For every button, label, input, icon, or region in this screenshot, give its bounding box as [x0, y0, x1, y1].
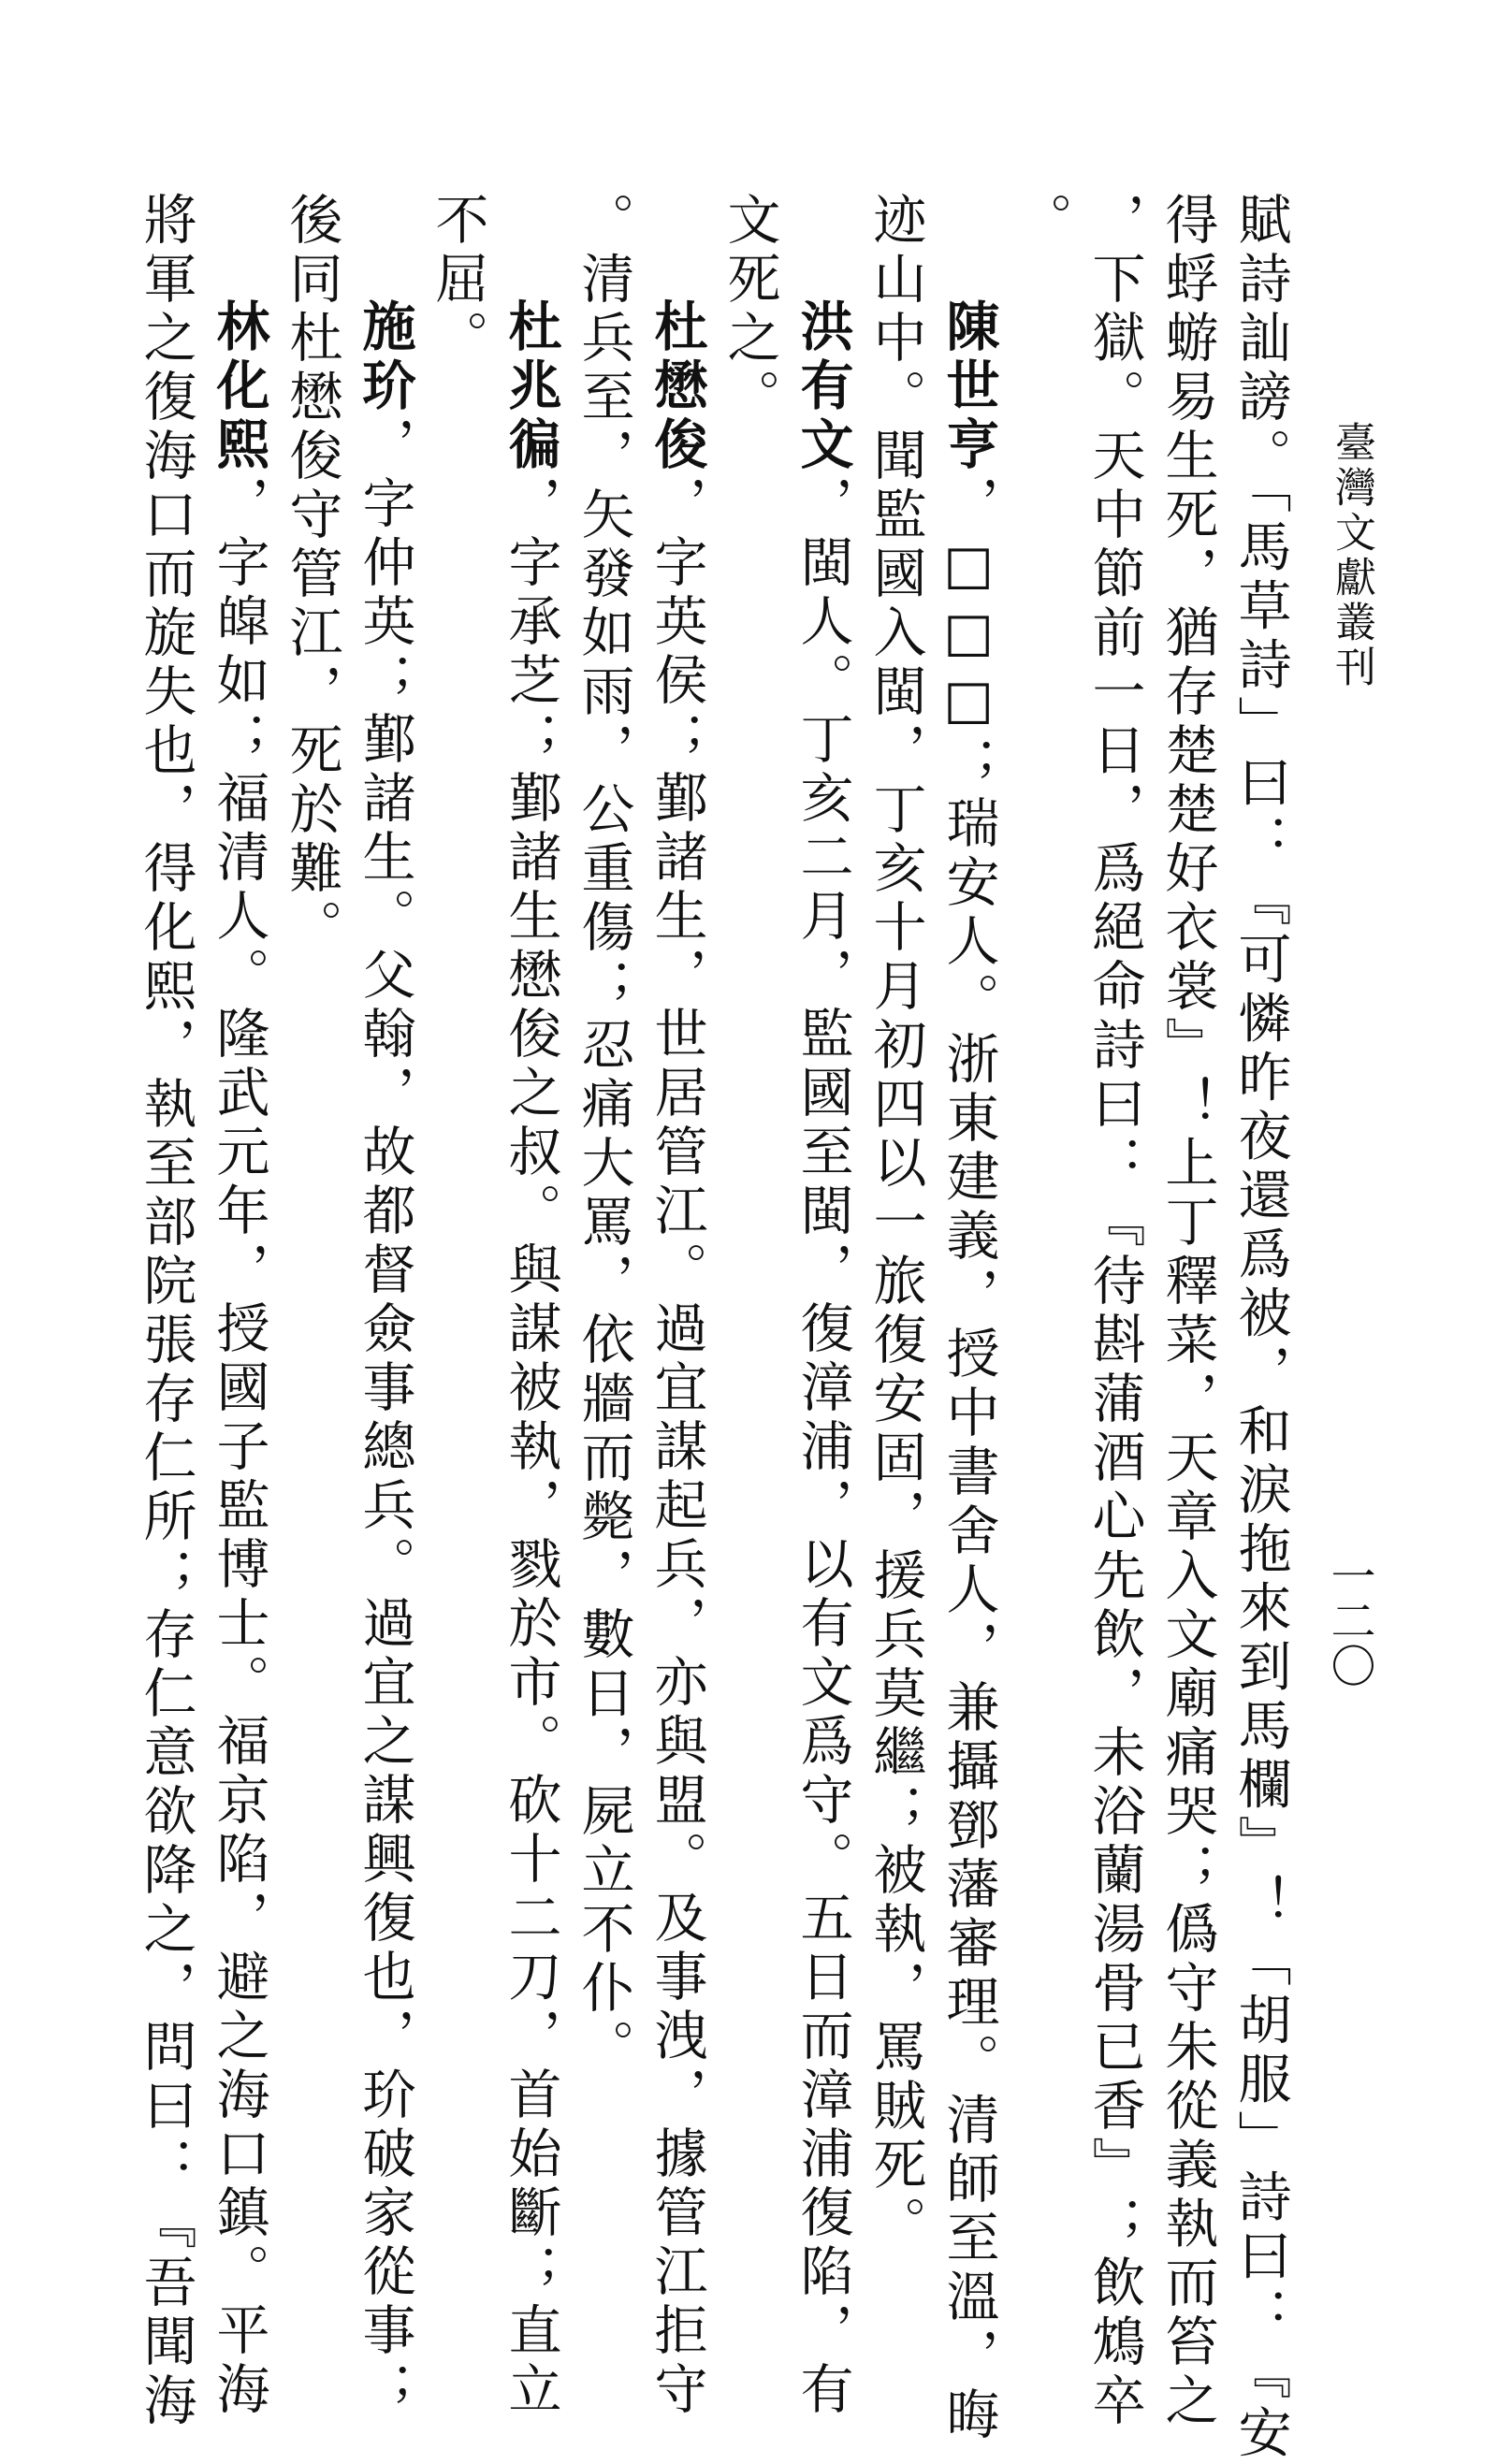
person-name: 杜兆徧: [500, 298, 562, 475]
column-text: ，閩人。丁亥二月，監國至閩，復漳浦，以有文爲守。五日而漳浦復陷，有: [792, 475, 853, 2420]
text-column: [1151, 192, 1224, 2431]
biography-entry: [494, 192, 567, 2420]
column-text: 不屈。: [427, 192, 488, 369]
running-head: 臺灣文獻叢刊: [1328, 421, 1375, 690]
person-name: 杜懋俊: [646, 298, 708, 475]
column-text: 後同杜懋俊守管江，死於難。: [281, 192, 342, 958]
person-name: 林化熙: [208, 298, 270, 475]
person-name: 陳世亨: [938, 298, 1000, 475]
text-column: [1078, 192, 1151, 2431]
biography-entry: [932, 192, 1005, 2445]
column-text: 。清兵至，矢發如雨，公重傷；忍痛大罵，依牆而斃，數日，屍立不仆。: [573, 192, 634, 2078]
column-text: ，□□□；瑞安人。浙東建義，授中書舍人，兼攝鄧藩審理。清師至溫，晦: [938, 475, 999, 2445]
text-column: [275, 192, 348, 2081]
column-text: ，字承芝；鄞諸生懋俊之叔。與謀被執，戮於市。砍十二刀，首始斷；直立: [500, 475, 561, 2420]
text-body: [135, 192, 1297, 2464]
column-text: 迹山中。聞監國入閩，丁亥十月初四以一旅復安固，援兵莫繼；被執，罵賊死。: [865, 192, 926, 2254]
person-name: 洪有文: [792, 298, 854, 475]
biography-entry: [786, 192, 859, 2420]
text-column: [567, 192, 640, 2081]
page-number: 一二〇: [1323, 1553, 1375, 1688]
column-text: 。: [1010, 192, 1072, 251]
text-column: [1224, 192, 1297, 2464]
column-text: 賦詩訕謗。「馬草詩」曰：『可憐昨夜還爲被，和淚拖來到馬欄』！「胡服」詩曰：『安: [1229, 192, 1291, 2464]
column-text: 文死之。: [719, 192, 780, 428]
column-text: 將軍之復海口而旋失也，得化熙，執至部院張存仁所；存仁意欲降之，問曰：『吾聞海: [135, 192, 196, 2431]
biography-entry: [348, 192, 421, 2420]
person-name: 施玠: [354, 298, 416, 416]
text-column: [713, 192, 786, 2081]
text-column: [421, 192, 494, 2081]
column-text: 得蜉蝣易生死，猶存楚楚好衣裳』！上丁釋菜，天章入文廟痛哭；僞守朱從義執而笞之: [1156, 192, 1218, 2431]
text-column: [859, 192, 932, 2254]
text-column: [129, 192, 202, 2431]
column-text: ，字英侯；鄞諸生，世居管江。過宜謀起兵，亦與盟。及事洩，據管江拒守: [646, 475, 707, 2420]
column-text: ，字仲英；鄞諸生。父翰，故都督僉事總兵。過宜之謀興復也，玠破家從事；: [354, 416, 415, 2420]
biography-entry: [202, 192, 275, 2420]
text-column: [1005, 192, 1078, 2081]
column-text: ，下獄。天中節前一日，爲絕命詩曰：『待斟蒲酒心先飲，未浴蘭湯骨已香』；飲鴆卒: [1083, 192, 1145, 2431]
biography-entry: [640, 192, 713, 2420]
column-text: ，字皡如；福清人。隆武元年，授國子監博士。福京陷，避之海口鎮。平海: [208, 475, 269, 2420]
